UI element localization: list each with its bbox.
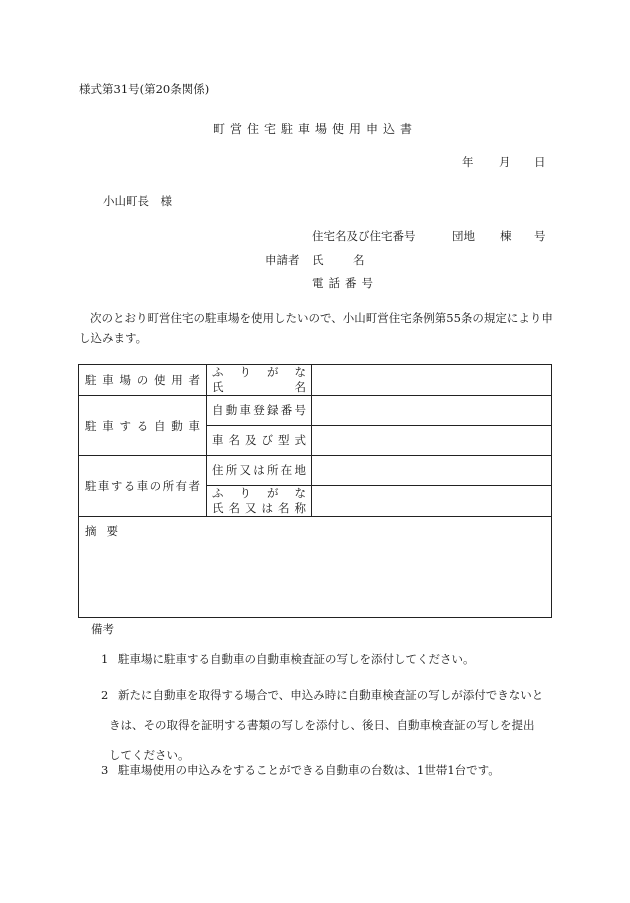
housing-label: 住宅名及び住宅番号 — [312, 229, 416, 243]
furigana-name-label — [207, 365, 312, 396]
name-second-char: 名 — [353, 253, 365, 267]
note-number: 2 — [101, 688, 109, 702]
parking-user-field[interactable] — [312, 365, 552, 396]
note-number: 1 — [101, 652, 109, 666]
model-label: 車名及び型式 — [207, 426, 312, 456]
table-row — [79, 365, 552, 396]
applicant-block — [0, 228, 630, 290]
intro-paragraph: 次のとおり町営住宅の駐車場を使用したいので、小山町営住宅条例第55条の規定により申し込みます。 — [79, 311, 553, 345]
owner-name-label: 氏名又は名称 — [212, 501, 306, 515]
form-number: 様式第31号(第20条関係) — [79, 82, 210, 96]
owner-name-field[interactable] — [312, 486, 552, 517]
date-day: 日 — [534, 155, 546, 169]
room-label: 号 — [534, 229, 546, 243]
name-label — [212, 380, 306, 395]
address-label: 住所又は所在地 — [207, 456, 312, 486]
danchi-label: 団地 — [452, 229, 475, 243]
reg-number-field[interactable] — [312, 396, 552, 426]
table-row — [79, 396, 552, 426]
date-month: 月 — [499, 155, 511, 169]
note-text: 新たに自動車を取得する場合で、申込み時に自動車検査証の写しが添付できないと — [118, 688, 544, 702]
note-item — [101, 651, 561, 667]
building-label: 棟 — [500, 229, 512, 243]
remarks-label: 摘要 — [85, 524, 128, 538]
phone-label: 電話番号 — [312, 276, 378, 290]
name-a: 氏 — [212, 380, 295, 394]
vehicle-label: 駐車する自動車 — [79, 396, 207, 456]
note-number: 3 — [101, 763, 109, 777]
owner-name-cell — [207, 486, 312, 517]
housing-unit — [452, 228, 546, 244]
note-item — [101, 680, 561, 770]
table-row — [79, 517, 552, 618]
furigana-label: ふりがな — [212, 365, 306, 379]
note-text: 駐車場使用の申込みをすることができる自動車の台数は、1世帯1台です。 — [118, 763, 500, 777]
applicant-label: 申請者 — [265, 253, 300, 267]
addressee: 小山町長 様 — [103, 194, 172, 208]
notes-title: 備考 — [91, 622, 114, 636]
address-field[interactable] — [312, 456, 552, 486]
date-year: 年 — [462, 155, 474, 169]
note-text: 駐車場に駐車する自動車の自動車検査証の写しを添付してください。 — [118, 652, 475, 666]
page-title: 町営住宅駐車場使用申込書 — [212, 122, 417, 136]
date-line — [462, 154, 546, 170]
application-table — [78, 364, 552, 618]
owner-label: 駐車する車の所有者 — [79, 456, 207, 517]
note-item — [101, 762, 561, 778]
remarks-field[interactable] — [79, 517, 552, 618]
table-row — [79, 456, 552, 486]
model-field[interactable] — [312, 426, 552, 456]
reg-number-label: 自動車登録番号 — [207, 396, 312, 426]
owner-furigana-label: ふりがな — [212, 486, 306, 500]
note-text-continued: きは、その取得を証明する書類の写しを添付し、後日、自動車検査証の写しを提出 — [109, 718, 535, 732]
name-first-char: 氏 — [312, 253, 324, 267]
parking-user-label: 駐車場の使用者 — [79, 365, 207, 396]
applicant-name-label — [312, 252, 365, 268]
name-b: 名 — [294, 380, 306, 394]
note-text-continued: してください。 — [109, 748, 190, 762]
